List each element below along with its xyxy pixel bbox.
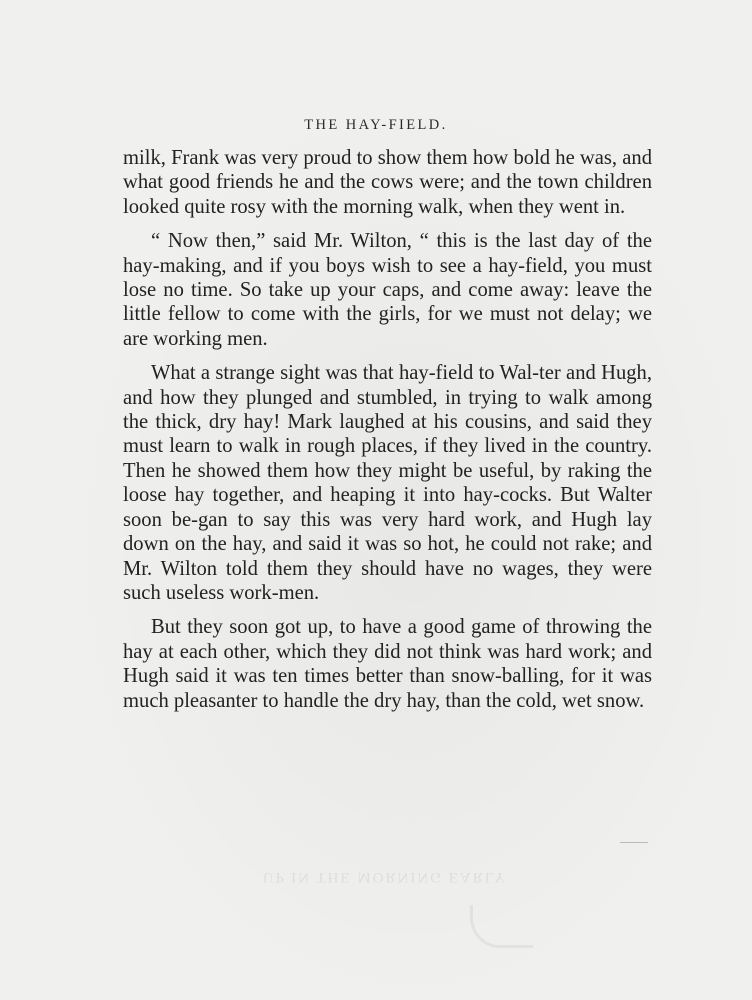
show-through-illustration: [470, 905, 533, 948]
paragraph-2: “ Now then,” said Mr. Wilton, “ this is the last day of the hay-making, and if you boys wish to see a hay-field, you must lose no time. So take up your caps, and come away: leave the little fellow to come with the girls, for we must not delay; we are working men.: [123, 230, 652, 350]
body-text: [123, 146, 652, 723]
paragraph-4: But they soon got up, to have a good game of throwing the hay at each other, which they did not think was hard work; and Hugh said it was ten times better than snow-balling, for it was much pleasanter to handle the dry hay, than the cold, wet snow.: [123, 616, 652, 712]
paragraph-3: What a strange sight was that hay-field to Wal-ter and Hugh, and how they plunged and stumbled, in trying to walk among the thick, dry hay! Mark laughed at his cousins, and said they must learn to walk in rough places, if they lived in the country. Then he showed them how they might be useful, by raking the loose hay together, and heaping it into hay-cocks. But Walter soon be-gan to say this was very hard work, and Hugh lay down on the hay, and said it was so hot, he could not rake; and Mr. Wilton told them they should have no wages, they were such useless work-men.: [123, 362, 652, 604]
show-through-caption: UP IN THE MORNING EARLY: [262, 869, 508, 885]
running-header: THE HAY-FIELD.: [304, 117, 448, 133]
paragraph-1: milk, Frank was very proud to show them how bold he was, and what good friends he and the cows were; and the town children looked quite rosy with the morning walk, when they went in.: [123, 147, 652, 218]
printer-mark: [620, 842, 648, 843]
